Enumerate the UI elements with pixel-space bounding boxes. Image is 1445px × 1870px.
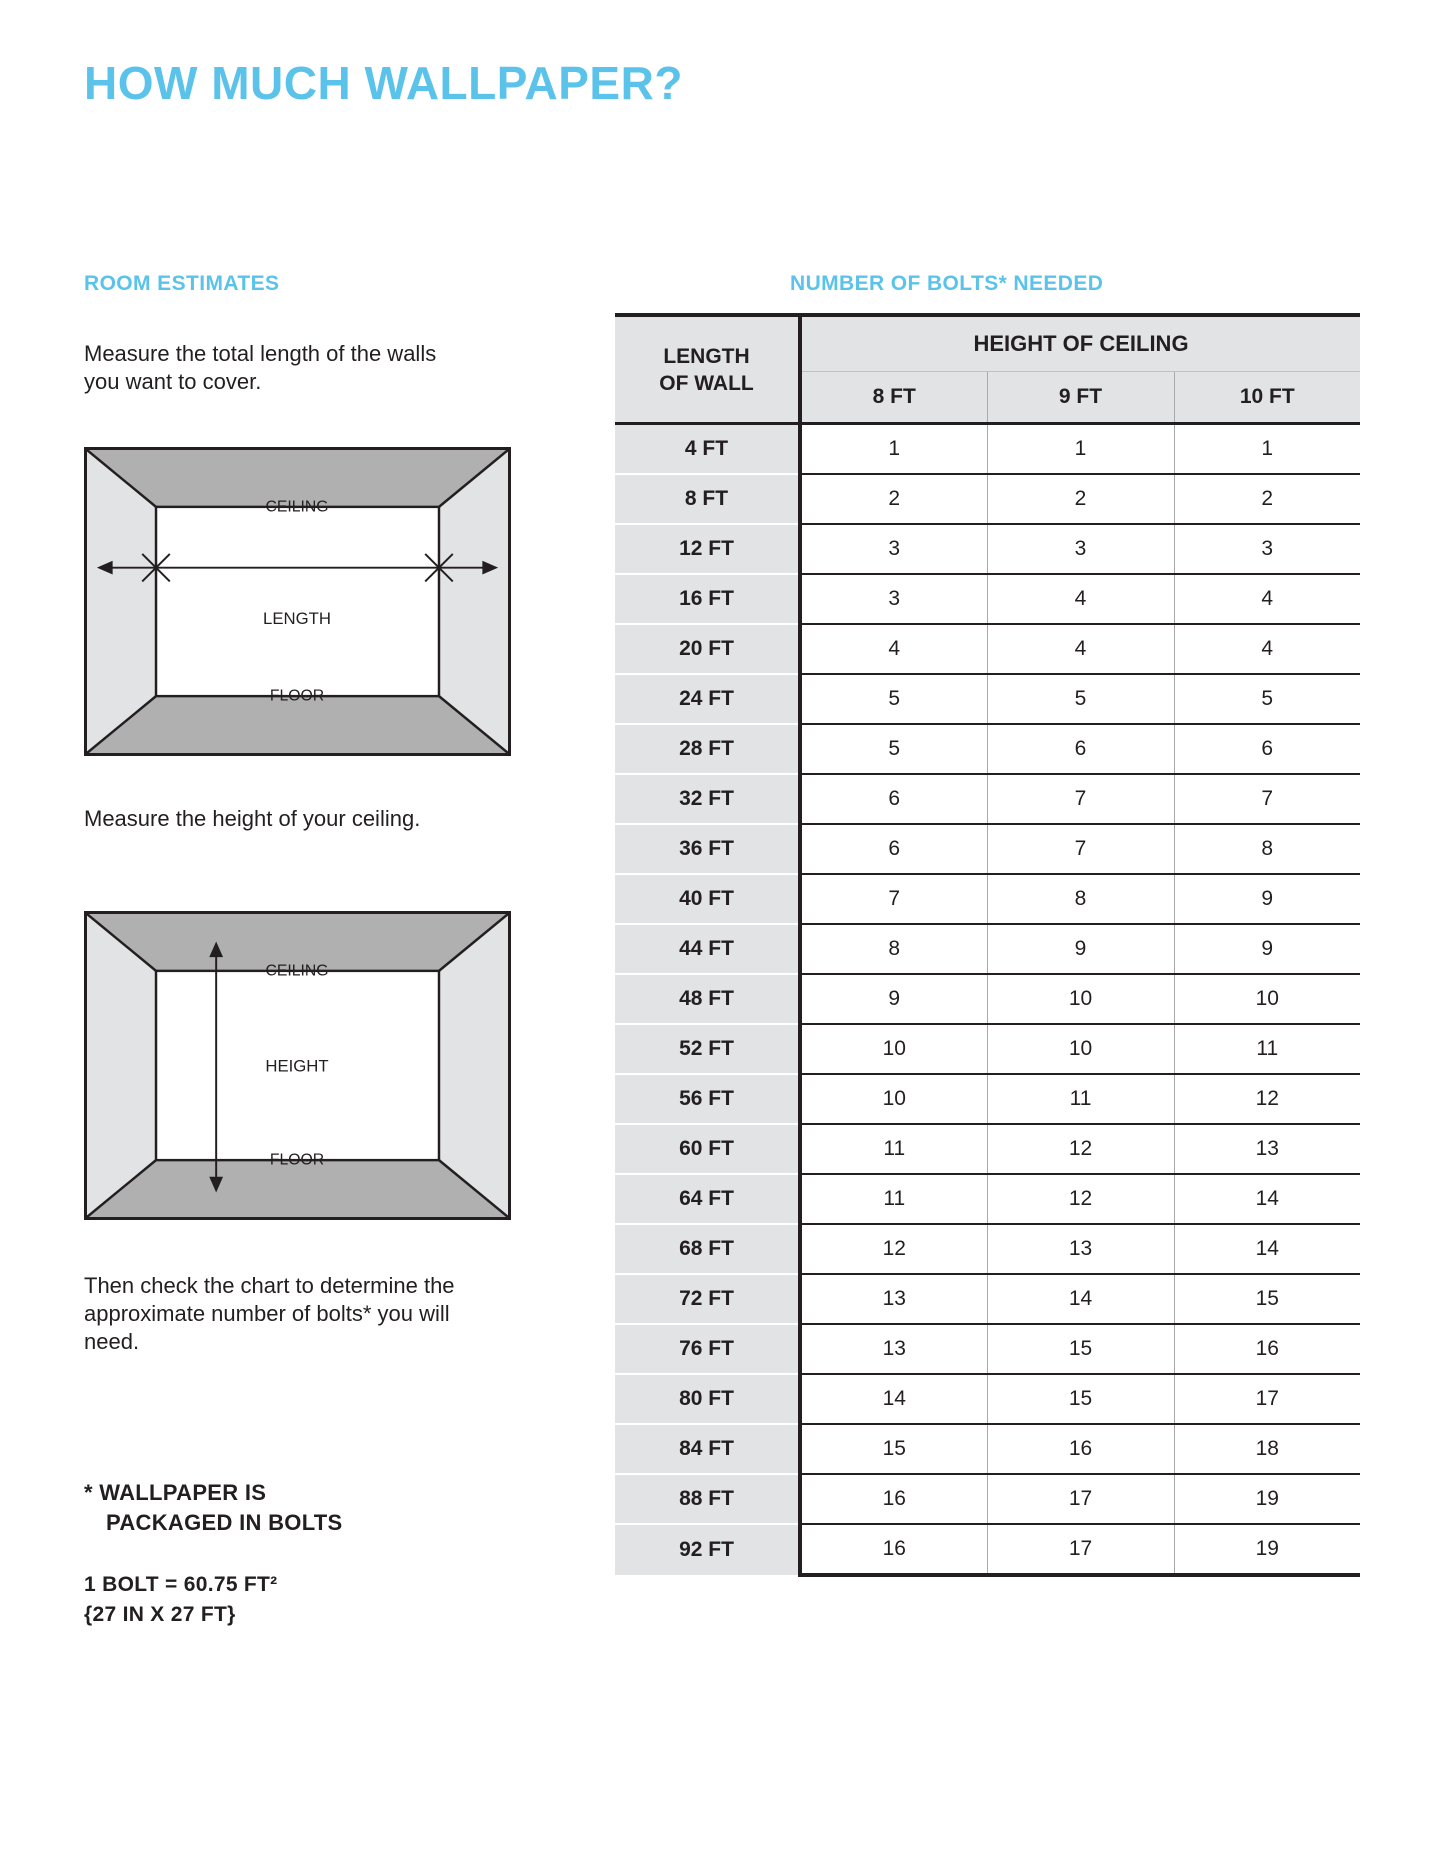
row-header-length: 48 FT — [615, 974, 800, 1024]
bolts-cell: 6 — [987, 724, 1174, 774]
instruction-step-3: Then check the chart to determine the approximate number of bolts* you will need. — [84, 1273, 455, 1354]
table-row — [615, 924, 1360, 974]
footnote-line-1: * WALLPAPER IS — [84, 1480, 267, 1505]
group-header-height-of-ceiling: HEIGHT OF CEILING — [800, 315, 1360, 372]
table-row — [615, 724, 1360, 774]
row-header-length: 52 FT — [615, 1024, 800, 1074]
bolts-cell: 12 — [987, 1174, 1174, 1224]
row-header-length: 24 FT — [615, 674, 800, 724]
bolts-cell: 4 — [987, 574, 1174, 624]
footnote-line-2: PACKAGED IN BOLTS — [106, 1510, 343, 1535]
row-header-length: 4 FT — [615, 424, 800, 475]
bolts-cell: 19 — [1174, 1524, 1360, 1575]
table-row — [615, 1274, 1360, 1324]
room-height-diagram — [84, 911, 511, 1220]
row-header-length: 56 FT — [615, 1074, 800, 1124]
bolts-cell: 15 — [987, 1374, 1174, 1424]
bolts-cell: 15 — [1174, 1274, 1360, 1324]
table-row — [615, 774, 1360, 824]
row-header-length: 72 FT — [615, 1274, 800, 1324]
bolts-cell: 13 — [800, 1274, 987, 1324]
bolts-cell: 4 — [1174, 574, 1360, 624]
bolts-cell: 5 — [987, 674, 1174, 724]
table-row — [615, 474, 1360, 524]
table-row — [615, 1174, 1360, 1224]
bolts-cell: 14 — [800, 1374, 987, 1424]
row-header-length: 32 FT — [615, 774, 800, 824]
row-header-length: 76 FT — [615, 1324, 800, 1374]
column-header-10ft: 10 FT — [1174, 372, 1360, 424]
row-header-length: 64 FT — [615, 1174, 800, 1224]
row-header-length: 84 FT — [615, 1424, 800, 1474]
bolts-cell: 18 — [1174, 1424, 1360, 1474]
bolts-cell: 12 — [987, 1124, 1174, 1174]
bolts-needed-heading: NUMBER OF BOLTS* NEEDED — [790, 272, 1104, 295]
bolts-cell: 14 — [1174, 1174, 1360, 1224]
bolts-cell: 11 — [1174, 1024, 1360, 1074]
row-header-length: 68 FT — [615, 1224, 800, 1274]
bolts-cell: 3 — [800, 524, 987, 574]
bolts-cell: 9 — [1174, 874, 1360, 924]
bolts-cell: 8 — [800, 924, 987, 974]
bolts-cell: 11 — [800, 1124, 987, 1174]
table-row — [615, 624, 1360, 674]
bolts-cell: 14 — [987, 1274, 1174, 1324]
table-row — [615, 1024, 1360, 1074]
row-header-length: 12 FT — [615, 524, 800, 574]
table-row — [615, 1524, 1360, 1575]
bolts-cell: 4 — [800, 624, 987, 674]
bolts-cell: 14 — [1174, 1224, 1360, 1274]
footnote-bolt-size — [84, 1570, 277, 1630]
bolts-cell: 9 — [800, 974, 987, 1024]
row-header-length: 28 FT — [615, 724, 800, 774]
table-row — [615, 824, 1360, 874]
bolts-cell: 6 — [1174, 724, 1360, 774]
bolts-cell: 7 — [800, 874, 987, 924]
bolts-cell: 16 — [1174, 1324, 1360, 1374]
bolts-cell: 13 — [987, 1224, 1174, 1274]
bolts-cell: 7 — [1174, 774, 1360, 824]
bolts-cell: 7 — [987, 824, 1174, 874]
row-header-length: 20 FT — [615, 624, 800, 674]
bolts-cell: 2 — [1174, 474, 1360, 524]
table-row — [615, 874, 1360, 924]
bolts-cell: 16 — [800, 1524, 987, 1575]
bolts-cell: 8 — [1174, 824, 1360, 874]
row-header-length: 92 FT — [615, 1524, 800, 1575]
table-row — [615, 1324, 1360, 1374]
corner-header — [615, 315, 800, 424]
bolts-cell: 3 — [1174, 524, 1360, 574]
bolts-table — [615, 313, 1360, 1577]
bolts-cell: 10 — [800, 1024, 987, 1074]
bolts-cell: 5 — [1174, 674, 1360, 724]
bolts-cell: 16 — [800, 1474, 987, 1524]
bolts-cell: 13 — [1174, 1124, 1360, 1174]
bolts-cell: 1 — [987, 424, 1174, 475]
table-row — [615, 1424, 1360, 1474]
bolts-cell: 6 — [800, 774, 987, 824]
table-row — [615, 1124, 1360, 1174]
bolts-cell: 17 — [987, 1474, 1174, 1524]
bolts-cell: 10 — [1174, 974, 1360, 1024]
bolts-cell: 12 — [1174, 1074, 1360, 1124]
bolts-cell: 9 — [1174, 924, 1360, 974]
table-row — [615, 524, 1360, 574]
room-length-diagram — [84, 447, 511, 756]
bolts-cell: 4 — [1174, 624, 1360, 674]
bolts-cell: 11 — [800, 1174, 987, 1224]
bolts-cell: 3 — [987, 524, 1174, 574]
bolts-cell: 1 — [800, 424, 987, 475]
table-row — [615, 674, 1360, 724]
table-row — [615, 1074, 1360, 1124]
bolts-cell: 17 — [1174, 1374, 1360, 1424]
page-title: HOW MUCH WALLPAPER? — [84, 57, 683, 109]
bolts-cell: 10 — [800, 1074, 987, 1124]
corner-header-line-2: OF WALL — [659, 371, 754, 395]
bolts-cell: 2 — [800, 474, 987, 524]
bolts-cell: 5 — [800, 674, 987, 724]
bolts-cell: 7 — [987, 774, 1174, 824]
row-header-length: 88 FT — [615, 1474, 800, 1524]
footnote-line-4: {27 IN X 27 FT} — [84, 1603, 236, 1626]
bolts-cell: 15 — [987, 1324, 1174, 1374]
instruction-step-2: Measure the height of your ceiling. — [84, 806, 421, 831]
instruction-step-1: Measure the total length of the walls you want to cover. — [84, 341, 437, 394]
svg-text:CEILING: CEILING — [265, 962, 329, 980]
bolts-cell: 11 — [987, 1074, 1174, 1124]
bolts-table-wrapper — [615, 313, 1360, 1577]
corner-header-line-1: LENGTH — [663, 344, 750, 368]
bolts-cell: 2 — [987, 474, 1174, 524]
svg-text:FLOOR: FLOOR — [269, 1151, 325, 1169]
svg-text:HEIGHT: HEIGHT — [265, 1056, 329, 1076]
bolts-cell: 6 — [800, 824, 987, 874]
table-row — [615, 424, 1360, 475]
bolts-cell: 19 — [1174, 1474, 1360, 1524]
bolts-cell: 17 — [987, 1524, 1174, 1575]
table-row — [615, 974, 1360, 1024]
bolts-cell: 9 — [987, 924, 1174, 974]
svg-text:CEILING: CEILING — [265, 498, 329, 516]
footnote-bolts — [84, 1478, 343, 1538]
bolts-cell: 1 — [1174, 424, 1360, 475]
column-header-9ft: 9 FT — [987, 372, 1174, 424]
svg-text:LENGTH: LENGTH — [263, 609, 331, 629]
column-header-8ft: 8 FT — [800, 372, 987, 424]
bolts-cell: 8 — [987, 874, 1174, 924]
row-header-length: 16 FT — [615, 574, 800, 624]
svg-text:FLOOR: FLOOR — [269, 687, 325, 705]
row-header-length: 80 FT — [615, 1374, 800, 1424]
bolts-cell: 5 — [800, 724, 987, 774]
row-header-length: 40 FT — [615, 874, 800, 924]
table-row — [615, 574, 1360, 624]
bolts-cell: 4 — [987, 624, 1174, 674]
table-row — [615, 1474, 1360, 1524]
table-row — [615, 1374, 1360, 1424]
row-header-length: 44 FT — [615, 924, 800, 974]
room-estimates-heading: ROOM ESTIMATES — [84, 272, 280, 295]
bolts-cell: 13 — [800, 1324, 987, 1374]
table-row — [615, 1224, 1360, 1274]
table-header-row-1 — [615, 315, 1360, 372]
bolts-cell: 16 — [987, 1424, 1174, 1474]
bolts-cell: 12 — [800, 1224, 987, 1274]
bolts-cell: 3 — [800, 574, 987, 624]
bolts-cell: 10 — [987, 974, 1174, 1024]
row-header-length: 8 FT — [615, 474, 800, 524]
row-header-length: 60 FT — [615, 1124, 800, 1174]
footnote-line-3: 1 BOLT = 60.75 FT² — [84, 1573, 278, 1596]
row-header-length: 36 FT — [615, 824, 800, 874]
bolts-cell: 10 — [987, 1024, 1174, 1074]
bolts-cell: 15 — [800, 1424, 987, 1474]
